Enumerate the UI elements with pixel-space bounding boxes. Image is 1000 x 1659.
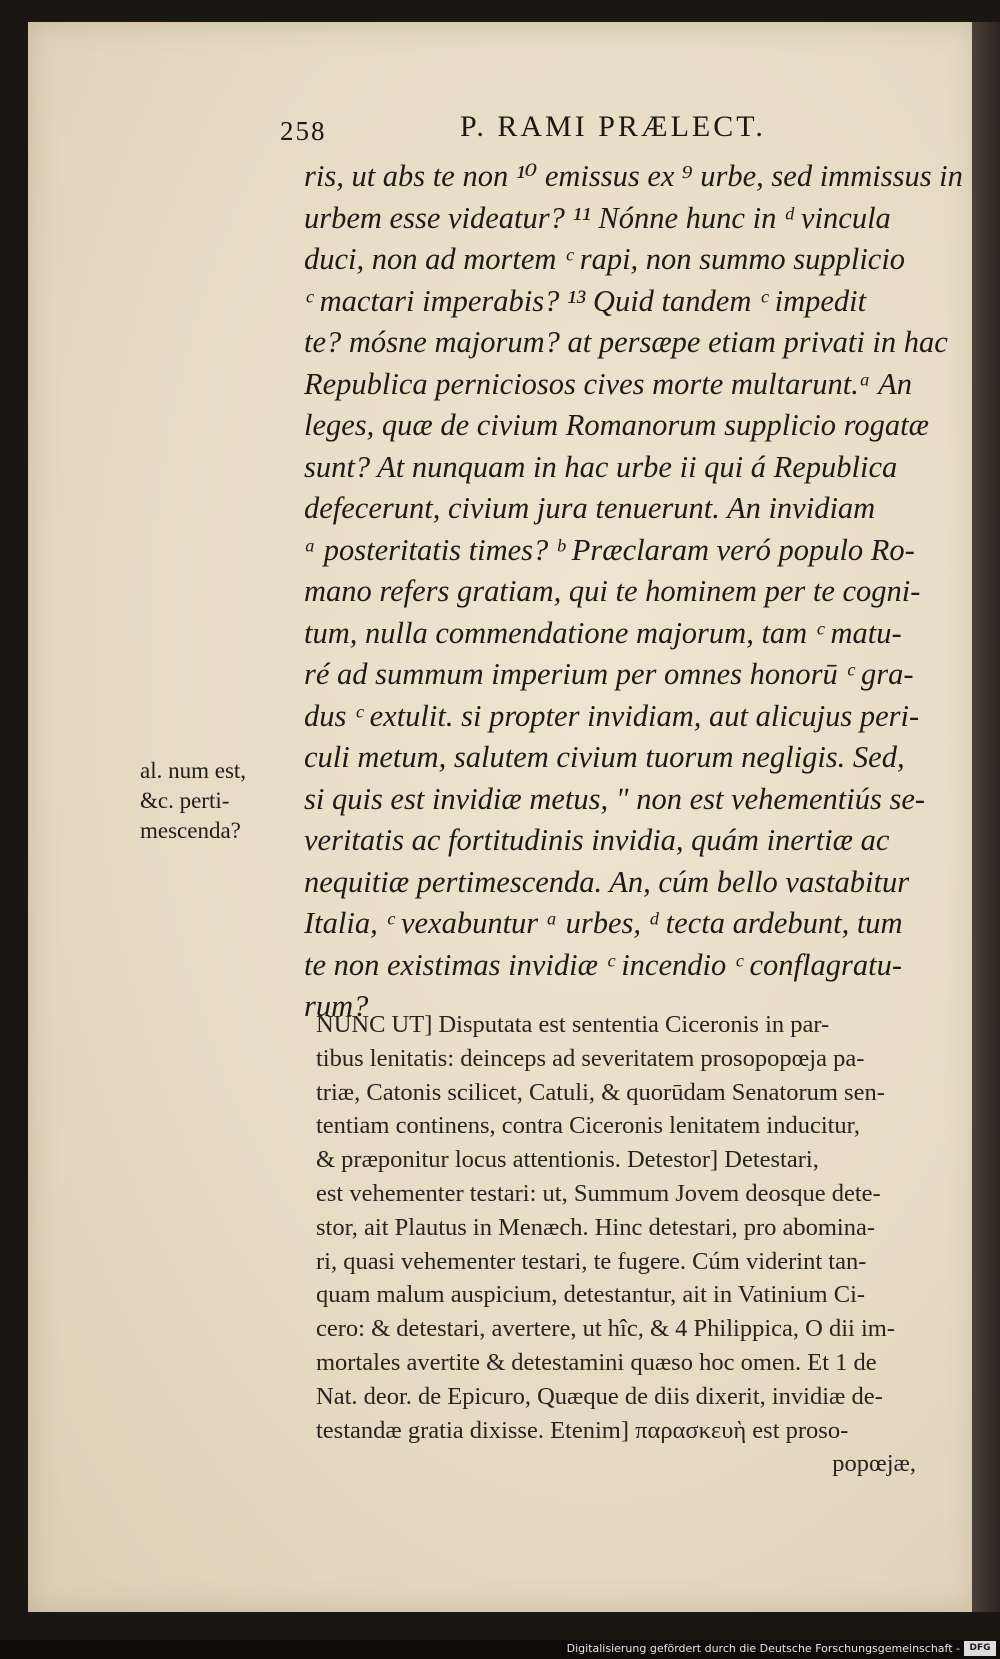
main-text-line: leges, quæ de civium Romanorum supplicio rogatæ [304, 408, 929, 442]
main-text-line: te non existimas invidiæ ᶜ incendio ᶜ conflagratu- [304, 947, 902, 982]
main-text-line: ᵃ posteritatis times? ᵇ Præclaram veró populo Ro- [304, 532, 915, 567]
commentary-line: testandæ gratia dixisse. Etenim] παρασκευὴ est proso- [316, 1416, 849, 1444]
commentary-line: & præponitur locus attentionis. Detestor] Detestari, [316, 1146, 819, 1174]
page-header [280, 110, 850, 150]
commentary-line: tentiam continens, contra Ciceronis lenitatem inducitur, [316, 1112, 860, 1140]
main-text-line: ris, ut abs te non ¹⁰ emissus ex ⁹ urbe, sed immissus in [304, 159, 963, 193]
commentary-line: cero: & detestari, avertere, ut hîc, & 4 Philippica, O dii im- [316, 1315, 895, 1343]
main-text-line: te? mósne majorum? at persæpe etiam privati in hac [304, 325, 948, 359]
book-edge [972, 22, 1000, 1612]
main-text-line: mano refers gratiam, qui te hominem per te cogni- [304, 574, 921, 608]
main-text-line: Italia, ᶜ vexabuntur ᵃ urbes, ᵈ tecta ardebunt, tum [304, 906, 903, 940]
main-text-line: tum, nulla commendatione majorum, tam ᶜ matu- [304, 615, 902, 650]
margin-note-line: mescenda? [140, 818, 241, 843]
commentary-line: popœjæ, [832, 1450, 916, 1478]
main-text-line: defecerunt, civium jura tenuerunt. An invidiam [304, 491, 876, 525]
commentary-line: triæ, Catonis scilicet, Catuli, & quorūdam Senatorum sen- [316, 1078, 885, 1106]
main-text-line: nequitiæ pertimescenda. An, cúm bello vastabitur [304, 864, 910, 899]
main-text-line: ᶜ mactari imperabis? ¹³ Quid tandem ᶜ impedit [304, 283, 867, 318]
main-text-line: si quis est invidiæ metus, ʺ non est vehementiús se- [304, 781, 926, 816]
commentary-line: est vehementer testari: ut, Summum Jovem deosque dete- [316, 1179, 881, 1207]
commentary-line: ri, quasi vehementer testari, te fugere. Cúm viderint tan- [316, 1247, 867, 1275]
main-text-line: dus ᶜ extulit. si propter invidiam, aut alicujus peri- [304, 698, 920, 733]
commentary-line: tibus lenitatis: deinceps ad severitatem prosopopœja pa- [316, 1044, 865, 1072]
commentary-line: stor, ait Plautus in Menæch. Hinc detestari, pro abomina- [316, 1213, 876, 1241]
margin-note [140, 756, 310, 846]
margin-note-line: &c. perti- [140, 788, 230, 813]
commentary-line: mortales avertite & detestamini quæso hoc omen. Et 1 de [316, 1348, 877, 1376]
running-title: P. RAMI PRÆLECT. [460, 110, 766, 143]
main-text-block [304, 156, 974, 1028]
main-text-line: Republica perniciosos cives morte multarunt.ᵃ An [304, 366, 912, 401]
main-text-line: ré ad summum imperium per omnes honorū ᶜ gra- [304, 657, 914, 691]
main-text-line: rum? [304, 989, 369, 1023]
main-text-line: veritatis ac fortitudinis invidia, quám inertiæ ac [304, 823, 890, 857]
page-number: 258 [280, 116, 327, 146]
dfg-logo-icon: DFG [964, 1641, 996, 1656]
digitization-credit: Digitalisierung gefördert durch die Deutsche Forschungsgemeinschaft - [566, 1642, 960, 1655]
commentary-line: quam malum auspicium, detestantur, ait in Vatinium Ci- [316, 1281, 866, 1309]
main-text-line: urbem esse videatur? ¹¹ Nónne hunc in ᵈ vincula [304, 200, 891, 235]
main-text-line: culi metum, salutem civium tuorum negligis. Sed, [304, 740, 905, 774]
commentary-line: NUNC UT] Disputata est sententia Ciceronis in par- [316, 1011, 830, 1038]
commentary-block [316, 1008, 976, 1481]
main-text-line: sunt? At nunquam in hac urbe ii qui á Republica [304, 449, 898, 484]
commentary-line: Nat. deor. de Epicuro, Quæque de diis dixerit, invidiæ de- [316, 1382, 883, 1410]
margin-note-line: al. num est, [140, 758, 247, 783]
main-text-line: duci, non ad mortem ᶜ rapi, non summo supplicio [304, 242, 906, 276]
